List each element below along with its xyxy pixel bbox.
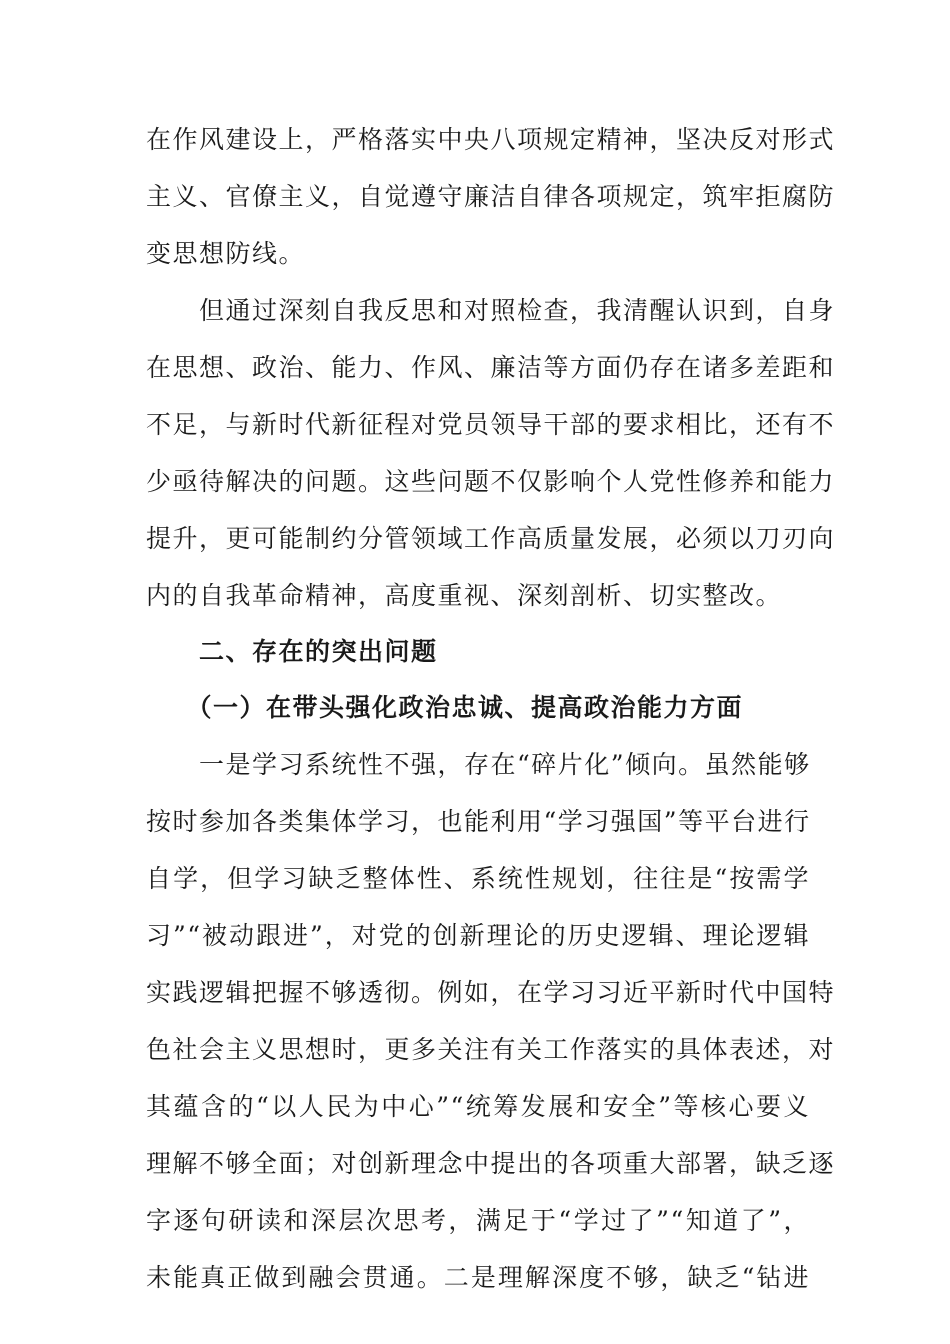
paragraph-line: 在思想、政治、能力、作风、廉洁等方面仍存在诸多差距和 <box>146 353 836 382</box>
paragraph-line: 但通过深刻自我反思和对照检查，我清醒认识到，自身 <box>146 296 836 325</box>
paragraph-line: 习”“被动跟进”，对党的创新理论的历史逻辑、理论逻辑 <box>146 921 810 950</box>
paragraph-line: 一是学习系统性不强，存在“碎片化”倾向。虽然能够 <box>146 750 811 779</box>
paragraph-line: 理解不够全面；对创新理念中提出的各项重大部署，缺乏逐 <box>146 1149 836 1178</box>
paragraph-line: 自学，但学习缺乏整体性、系统性规划，往往是“按需学 <box>146 864 810 893</box>
paragraph-line: 其蕴含的“以人民为中心”“统筹发展和安全”等核心要义 <box>146 1092 810 1121</box>
paragraph-line: 变思想防线。 <box>146 239 306 268</box>
paragraph-line: 主义、官僚主义，自觉遵守廉洁自律各项规定，筑牢拒腐防 <box>146 182 836 211</box>
paragraph-line: 色社会主义思想时，更多关注有关工作落实的具体表述，对 <box>146 1035 836 1064</box>
paragraph-line: 内的自我革命精神，高度重视、深刻剖析、切实整改。 <box>146 581 783 610</box>
paragraph-line: 实践逻辑把握不够透彻。例如，在学习习近平新时代中国特 <box>146 978 836 1007</box>
paragraph-line: 字逐句研读和深层次思考，满足于“学过了”“知道了”， <box>146 1206 810 1235</box>
paragraph-line: 在作风建设上，严格落实中央八项规定精神，坚决反对形式 <box>146 125 836 154</box>
paragraph-line: 按时参加各类集体学习，也能利用“学习强国”等平台进行 <box>146 807 811 836</box>
paragraph-line: 提升，更可能制约分管领域工作高质量发展，必须以刀刃向 <box>146 524 836 553</box>
paragraph-line: 少亟待解决的问题。这些问题不仅影响个人党性修养和能力 <box>146 467 836 496</box>
paragraph-line: 未能真正做到融会贯通。二是理解深度不够，缺乏“钻进 <box>146 1263 810 1292</box>
subsection-heading: （一）在带头强化政治忠诚、提高政治能力方面 <box>146 693 744 722</box>
section-heading: 二、存在的突出问题 <box>146 637 438 666</box>
paragraph-line: 不足，与新时代新征程对党员领导干部的要求相比，还有不 <box>146 410 836 439</box>
